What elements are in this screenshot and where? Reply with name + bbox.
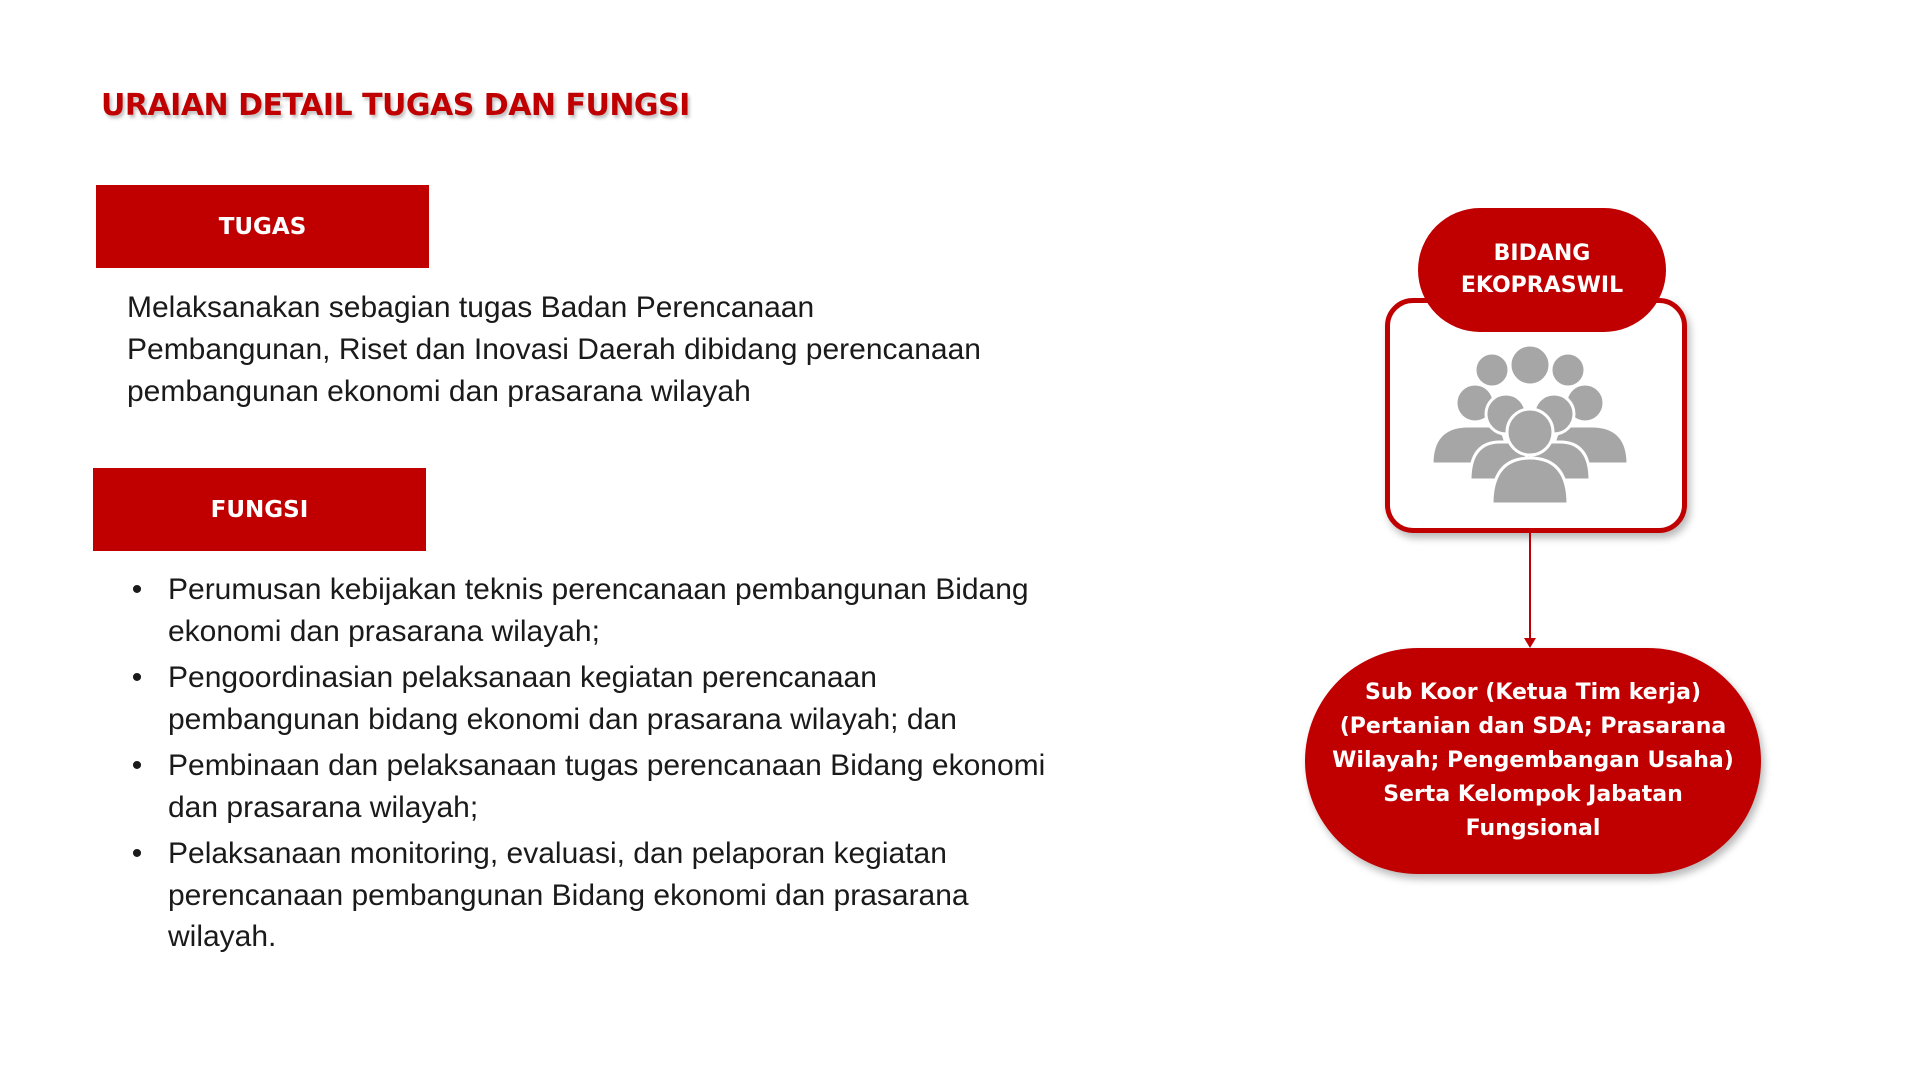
people-group-icon (1430, 346, 1630, 506)
tugas-description (127, 287, 1027, 413)
org-bottom-line: (Pertanian dan SDA; Prasarana (1339, 714, 1727, 739)
fungsi-line: Perumusan kebijakan teknis perencanaan pembangunan Bidang (168, 573, 1029, 606)
tugas-heading (96, 185, 429, 268)
fungsi-list (127, 569, 1087, 963)
bullet-icon: • (131, 573, 143, 606)
fungsi-item (127, 833, 1087, 958)
page-title: URAIAN DETAIL TUGAS DAN FUNGSI (101, 88, 690, 123)
fungsi-line: pembangunan bidang ekonomi dan prasarana wilayah; dan (168, 702, 957, 736)
fungsi-line: Pengoordinasian pelaksanaan kegiatan perencanaan (168, 661, 877, 694)
fungsi-line: ekonomi dan prasarana wilayah; (168, 614, 600, 648)
tugas-heading-label: TUGAS (218, 213, 307, 240)
fungsi-heading-label: FUNGSI (210, 496, 309, 523)
bullet-icon: • (131, 837, 143, 870)
fungsi-item (127, 657, 1087, 740)
bullet-icon: • (131, 749, 143, 782)
fungsi-line: Pembinaan dan pelaksanaan tugas perencanaan Bidang ekonomi (168, 749, 1046, 782)
fungsi-line: dan prasarana wilayah; (168, 790, 479, 824)
fungsi-item (127, 745, 1087, 828)
org-bottom-line: Fungsional (1465, 816, 1601, 841)
fungsi-heading (93, 468, 426, 551)
fungsi-item (127, 569, 1087, 652)
fungsi-line: Pelaksanaan monitoring, evaluasi, dan pelaporan kegiatan (168, 837, 947, 870)
org-top-line: BIDANG (1493, 241, 1591, 266)
tugas-line: Melaksanakan sebagian tugas Badan Perencanaan (127, 291, 815, 324)
org-top-line: EKOPRASWIL (1460, 273, 1624, 298)
fungsi-line: wilayah. (168, 920, 277, 953)
tugas-line: Pembangunan, Riset dan Inovasi Daerah dibidang perencanaan (127, 333, 981, 366)
org-bottom-line: Sub Koor (Ketua Tim kerja) (1364, 680, 1701, 705)
fungsi-line: perencanaan pembangunan Bidang ekonomi dan prasarana (168, 878, 969, 912)
bullet-icon: • (131, 661, 143, 694)
org-bottom-line: Serta Kelompok Jabatan (1383, 782, 1683, 807)
tugas-line: pembangunan ekonomi dan prasarana wilayah (127, 375, 751, 408)
org-bottom-line: Wilayah; Pengembangan Usaha) (1332, 748, 1734, 773)
bidang-ekopraswil-node (1418, 208, 1666, 332)
sub-koor-node (1305, 648, 1761, 874)
